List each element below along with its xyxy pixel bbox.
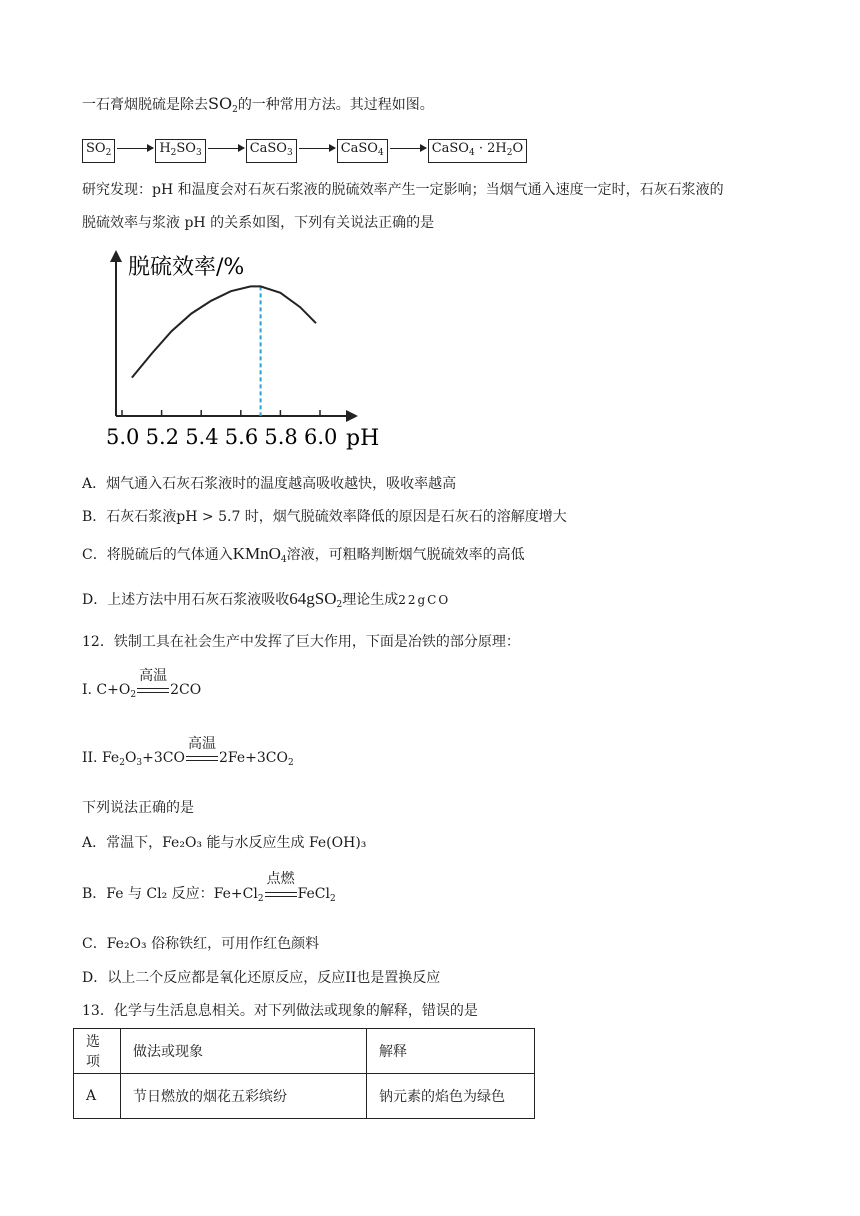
table-cell: A [74,1074,121,1119]
q11-option-d: D．上述方法中用石灰石浆液吸收64gSO$_2$理论生成22gCO [82,589,451,610]
flow-box-caso3: CaSO$_3$ [246,139,297,163]
q12-prompt: 下列说法正确的是 [82,800,194,816]
x-tick-label: 5.0 [106,425,140,449]
intro-text [82,94,434,120]
x-tick-label: 5.2 [145,425,180,449]
intro-post: 的一种常用方法。其过程如图。 [237,97,434,113]
table-header-row [74,1029,535,1074]
q12-option-b: B．Fe 与 Cl₂ 反应：$Fe+Cl_2$ 点燃 FeCl$_2$ [82,871,336,904]
table-cell: 钠元素的焰色为绿色 [367,1074,535,1119]
x-axis-arrow [346,410,358,422]
finding-line-1: 研究发现：pH 和温度会对石灰石浆液的脱硫效率产生一定影响；当烟气通入速度一定时，石灰石浆液的 [82,182,724,198]
efficiency-curve [132,286,316,377]
table-header-action: 做法或现象 [121,1029,367,1074]
intro-so: SO [208,94,233,113]
flow-arrow [299,148,335,149]
flow-box-gypsum: CaSO$_4$ · $2H_2O$ [428,139,527,163]
flow-arrow [208,148,244,149]
q12-equation-1: I. $C+O_2$ 高温 2CO [82,668,202,700]
q12-option-d: D．以上二个反应都是氧化还原反应，反应II也是置换反应 [82,970,441,986]
flow-arrow [117,148,153,149]
flow-box-h2so3: $H_2SO_3$ [155,139,205,163]
intro-pre: 一石膏烟脱硫是除去 [82,97,208,113]
x-tick-label: 5.6 [224,425,259,449]
y-axis-arrow [110,250,122,262]
table-header-option: 选项 [74,1029,121,1074]
q11-option-c: C．将脱硫后的气体通入KMnO$_4$溶液，可粗略判断烟气脱硫效率的高低 [82,544,525,565]
q13-stem: 13．化学与生活息息相关。对下列做法或现象的解释，错误的是 [82,1003,478,1019]
x-tick-label: 5.8 [264,425,298,449]
flow-box-so2: $SO_2$ [82,139,115,163]
q12-stem: 12．铁制工具在社会生产中发挥了巨大作用，下面是冶铁的部分原理： [82,634,520,650]
x-tick-label: 6.0 [304,425,338,449]
q11-option-b: B．石灰石浆液pH > 5.7 时，烟气脱硫效率降低的原因是石灰石的溶解度增大 [82,509,567,525]
finding-line-2: 脱硫效率与浆液 pH 的关系如图，下列有关说法正确的是 [82,215,435,231]
y-axis-label: 脱硫效率/% [128,255,245,280]
flow-arrow [390,148,426,149]
x-axis-label: pH [346,426,380,451]
q13-table [73,1028,535,1119]
table-header-explanation: 解释 [367,1029,535,1074]
process-flow [82,139,527,163]
q12-option-c: C．Fe₂O₃ 俗称铁红，可用作红色颜料 [82,936,320,952]
desulfurization-chart [88,246,408,456]
q12-option-a: A．常温下，Fe₂O₃ 能与水反应生成 Fe(OH)₃ [82,835,367,851]
q12-equation-2: II. $Fe_2O_3+3CO$ 高温 $2Fe+3CO_2$ [82,736,294,768]
flow-box-caso4: CaSO$_4$ [337,139,388,163]
table-row [74,1074,535,1119]
x-tick-label: 5.4 [185,425,219,449]
table-cell: 节日燃放的烟花五彩缤纷 [121,1074,367,1119]
intro-so-sub: 2 [232,105,238,115]
q11-option-a: A．烟气通入石灰石浆液时的温度越高吸收越快，吸收率越高 [82,476,457,492]
